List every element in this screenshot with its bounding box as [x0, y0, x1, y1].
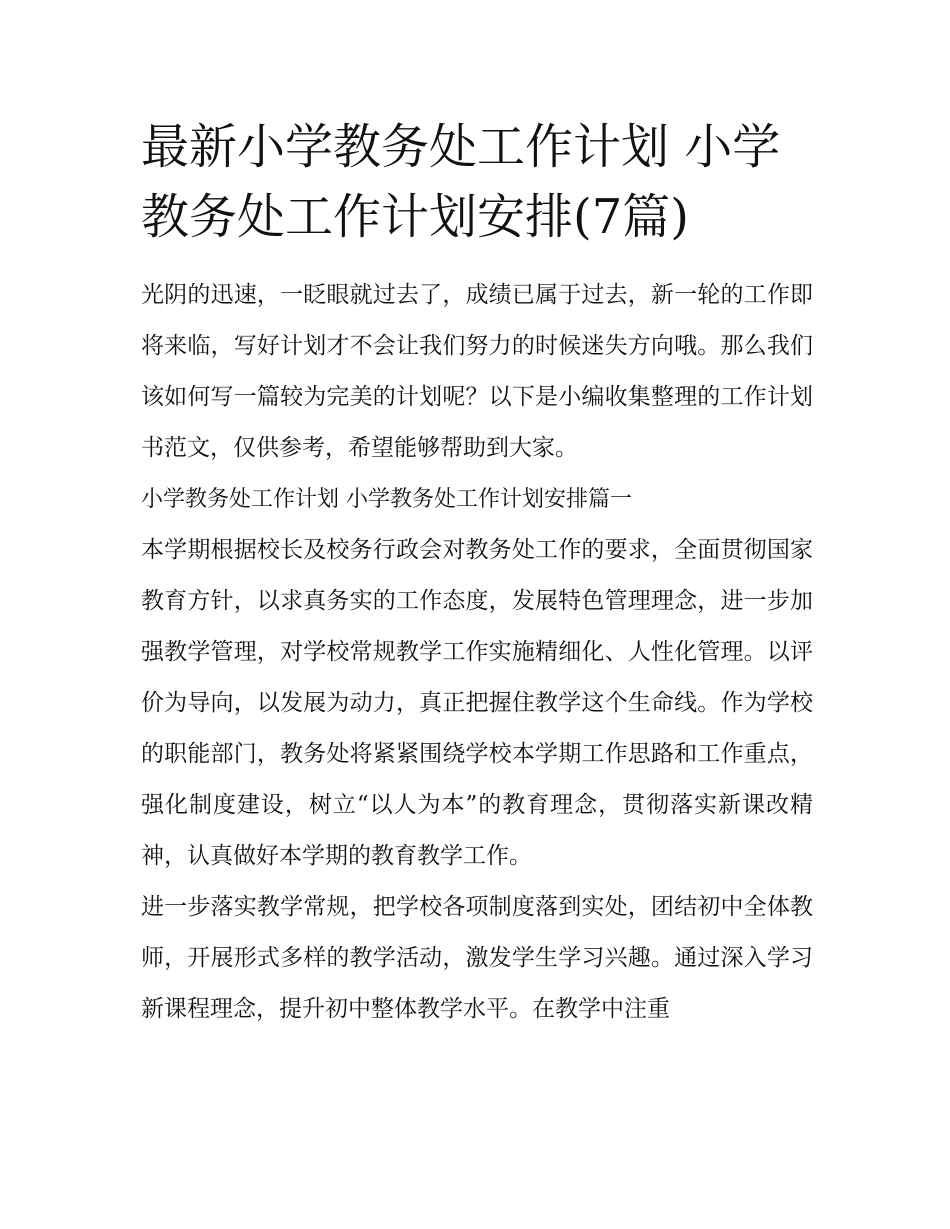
section-heading: 小学教务处工作计划 小学教务处工作计划安排篇一	[141, 487, 632, 512]
document-page	[141, 112, 813, 1035]
document-title: 最新小学教务处工作计划 小学教务处工作计划安排(7篇)	[141, 119, 781, 245]
body-paragraph-1: 本学期根据校长及校务行政会对教务处工作的要求，全面贯彻国家教育方针，以求真务实的工作态度，发展特色管理理念，进一步加强教学管理，对学校常规教学工作实施精细化、人性化管理。以评价为导向，以发展为动力，真正把握住教学这个生命线。作为学校的职能部门，教务处将紧紧围绕学校本学期工作思路和工作重点，强化制度建设，树立“以人为本”的教育理念，贯彻落实新课改精神，认真做好本学期的教育教学工作。	[141, 537, 813, 869]
body-paragraph-2: 进一步落实教学常规，把学校各项制度落到实处，团结初中全体教师，开展形式多样的教学活动，激发学生学习兴趣。通过深入学习新课程理念，提升初中整体教学水平。在教学中注重	[141, 894, 813, 1022]
intro-paragraph: 光阴的迅速，一眨眼就过去了，成绩已属于过去，新一轮的工作即将来临，写好计划才不会让我们努力的时候迷失方向哦。那么我们该如何写一篇较为完美的计划呢？以下是小编收集整理的工作计划书范文，仅供参考，希望能够帮助到大家。	[141, 282, 813, 461]
